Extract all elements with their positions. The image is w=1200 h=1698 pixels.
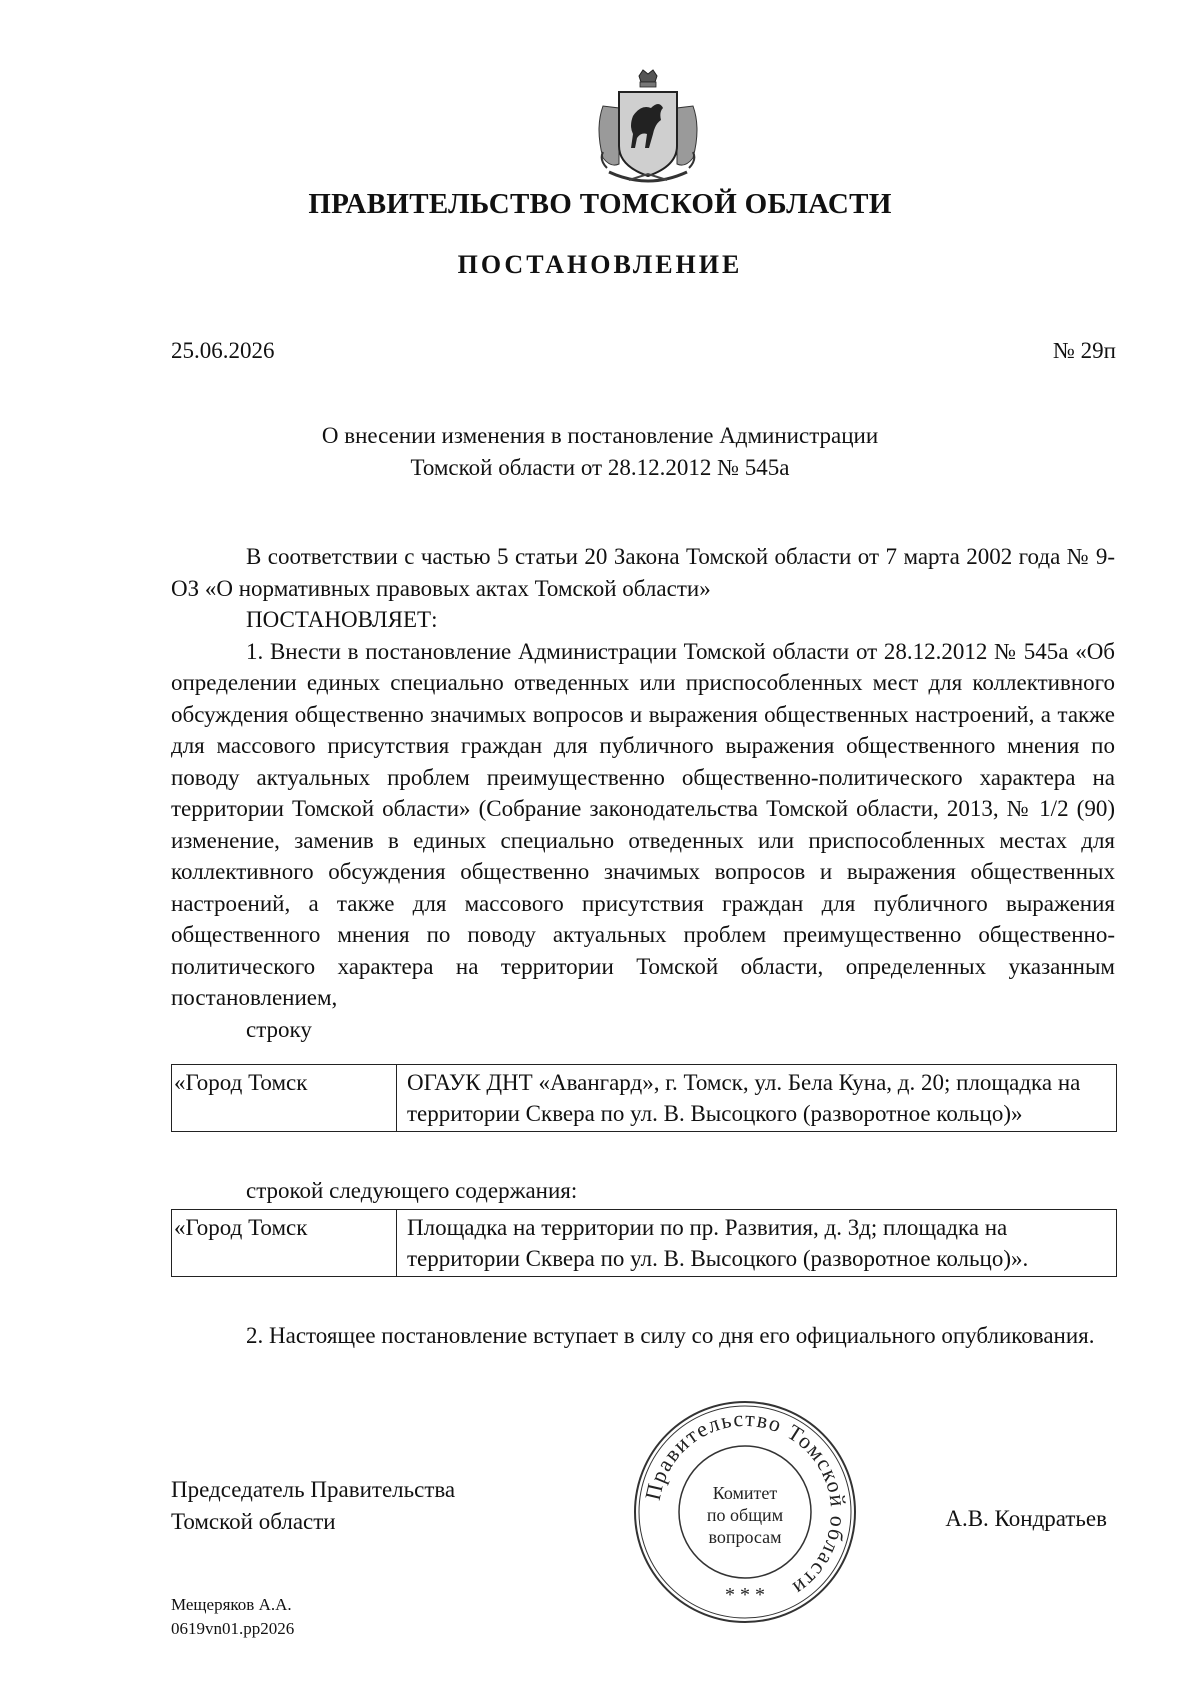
row-label: строку — [246, 1016, 312, 1042]
seal-stars: * * * — [725, 1584, 765, 1606]
new-row-location: Площадка на территории по пр. Развития, д. 3д; площадка на территории Сквера по ул. В. Высоцкого (разворотное кольцо)». — [407, 1215, 1029, 1271]
subject-line-1: О внесении изменения в постановление Администрации — [321, 423, 879, 448]
seal-center-line-1: Комитет — [712, 1483, 778, 1503]
item-2-paragraph: 2. Настоящее постановление вступает в силу со дня его официального опубликования. — [246, 1323, 1095, 1348]
old-row-table — [171, 1064, 1117, 1132]
seal-ring-text: Правительство Томской области — [639, 1405, 852, 1602]
organization-title: ПРАВИТЕЛЬСТВО ТОМСКОЙ ОБЛАСТИ — [308, 188, 892, 220]
document-type: ПОСТАНОВЛЕНИЕ — [457, 250, 743, 279]
official-seal-stamp — [630, 1397, 860, 1627]
signatory-position-line-2: Томской области — [171, 1509, 336, 1534]
item-2-block — [171, 1320, 1115, 1352]
seal-center-line-3: вопросам — [708, 1527, 782, 1547]
signatory-position-line-1: Председатель Правительства — [171, 1477, 456, 1502]
item-1-paragraph: 1. Внести в постановление Администрации Томской области от 28.12.2012 № 545а «Об определении единых специально отведенных или приспособленных мест для коллективного обсуждения общественно значимых вопросов и выражения общественных настроений, а также для массового присутствия граждан для публичного выражения общественного мнения по поводу актуальных проблем преимущественно общественно-политического характера на территории Томской области» (Собрание законодательства Томской области, 2013, № 1/2 (90) изменение, заменив в единых специально отведенных или приспособленных местах для коллективного обсуждения общественно значимых вопросов и выражения общественных настроений, а также для массового присутствия граждан для публичного выражения общественного мнения по поводу актуальных проблем преимущественно общественно-политического характера на территории Томской области, определенных указанным постановлением, — [171, 638, 1115, 1010]
preamble-paragraph: В соответствии с частью 5 статьи 20 Закона Томской области от 7 марта 2002 года № 9-ОЗ «О нормативных правовых актах Томской области» — [171, 544, 1115, 601]
signatory-position — [171, 1474, 455, 1538]
signatory-name: А.В. Кондратьев — [945, 1506, 1107, 1531]
subject-line-2: Томской области от 28.12.2012 № 545а — [410, 455, 790, 480]
old-row-city: «Город Томск — [172, 1065, 397, 1131]
coat-of-arms-icon — [589, 68, 707, 194]
document-number: № 29п — [1052, 338, 1116, 363]
new-row-table — [171, 1209, 1117, 1277]
replace-label-block — [171, 1175, 1115, 1207]
seal-center-line-2: по общим — [706, 1505, 784, 1525]
decree-word: ПОСТАНОВЛЯЕТ: — [246, 607, 438, 632]
document-date: 25.06.2026 — [171, 338, 275, 363]
document-body — [171, 541, 1115, 1045]
replace-label: строкой следующего содержания: — [246, 1178, 578, 1203]
new-row-city: «Город Томск — [172, 1210, 397, 1276]
executor-name: Мещеряков А.А. — [171, 1595, 292, 1614]
executor-info — [171, 1593, 294, 1641]
old-row-location: ОГАУК ДНТ «Авангард», г. Томск, ул. Бела Куна, д. 20; площадка на территории Сквера по ул. В. Высоцкого (разворотное кольцо)» — [407, 1070, 1081, 1126]
document-subject — [180, 420, 1020, 484]
executor-file: 0619vn01.pp2026 — [171, 1619, 295, 1638]
